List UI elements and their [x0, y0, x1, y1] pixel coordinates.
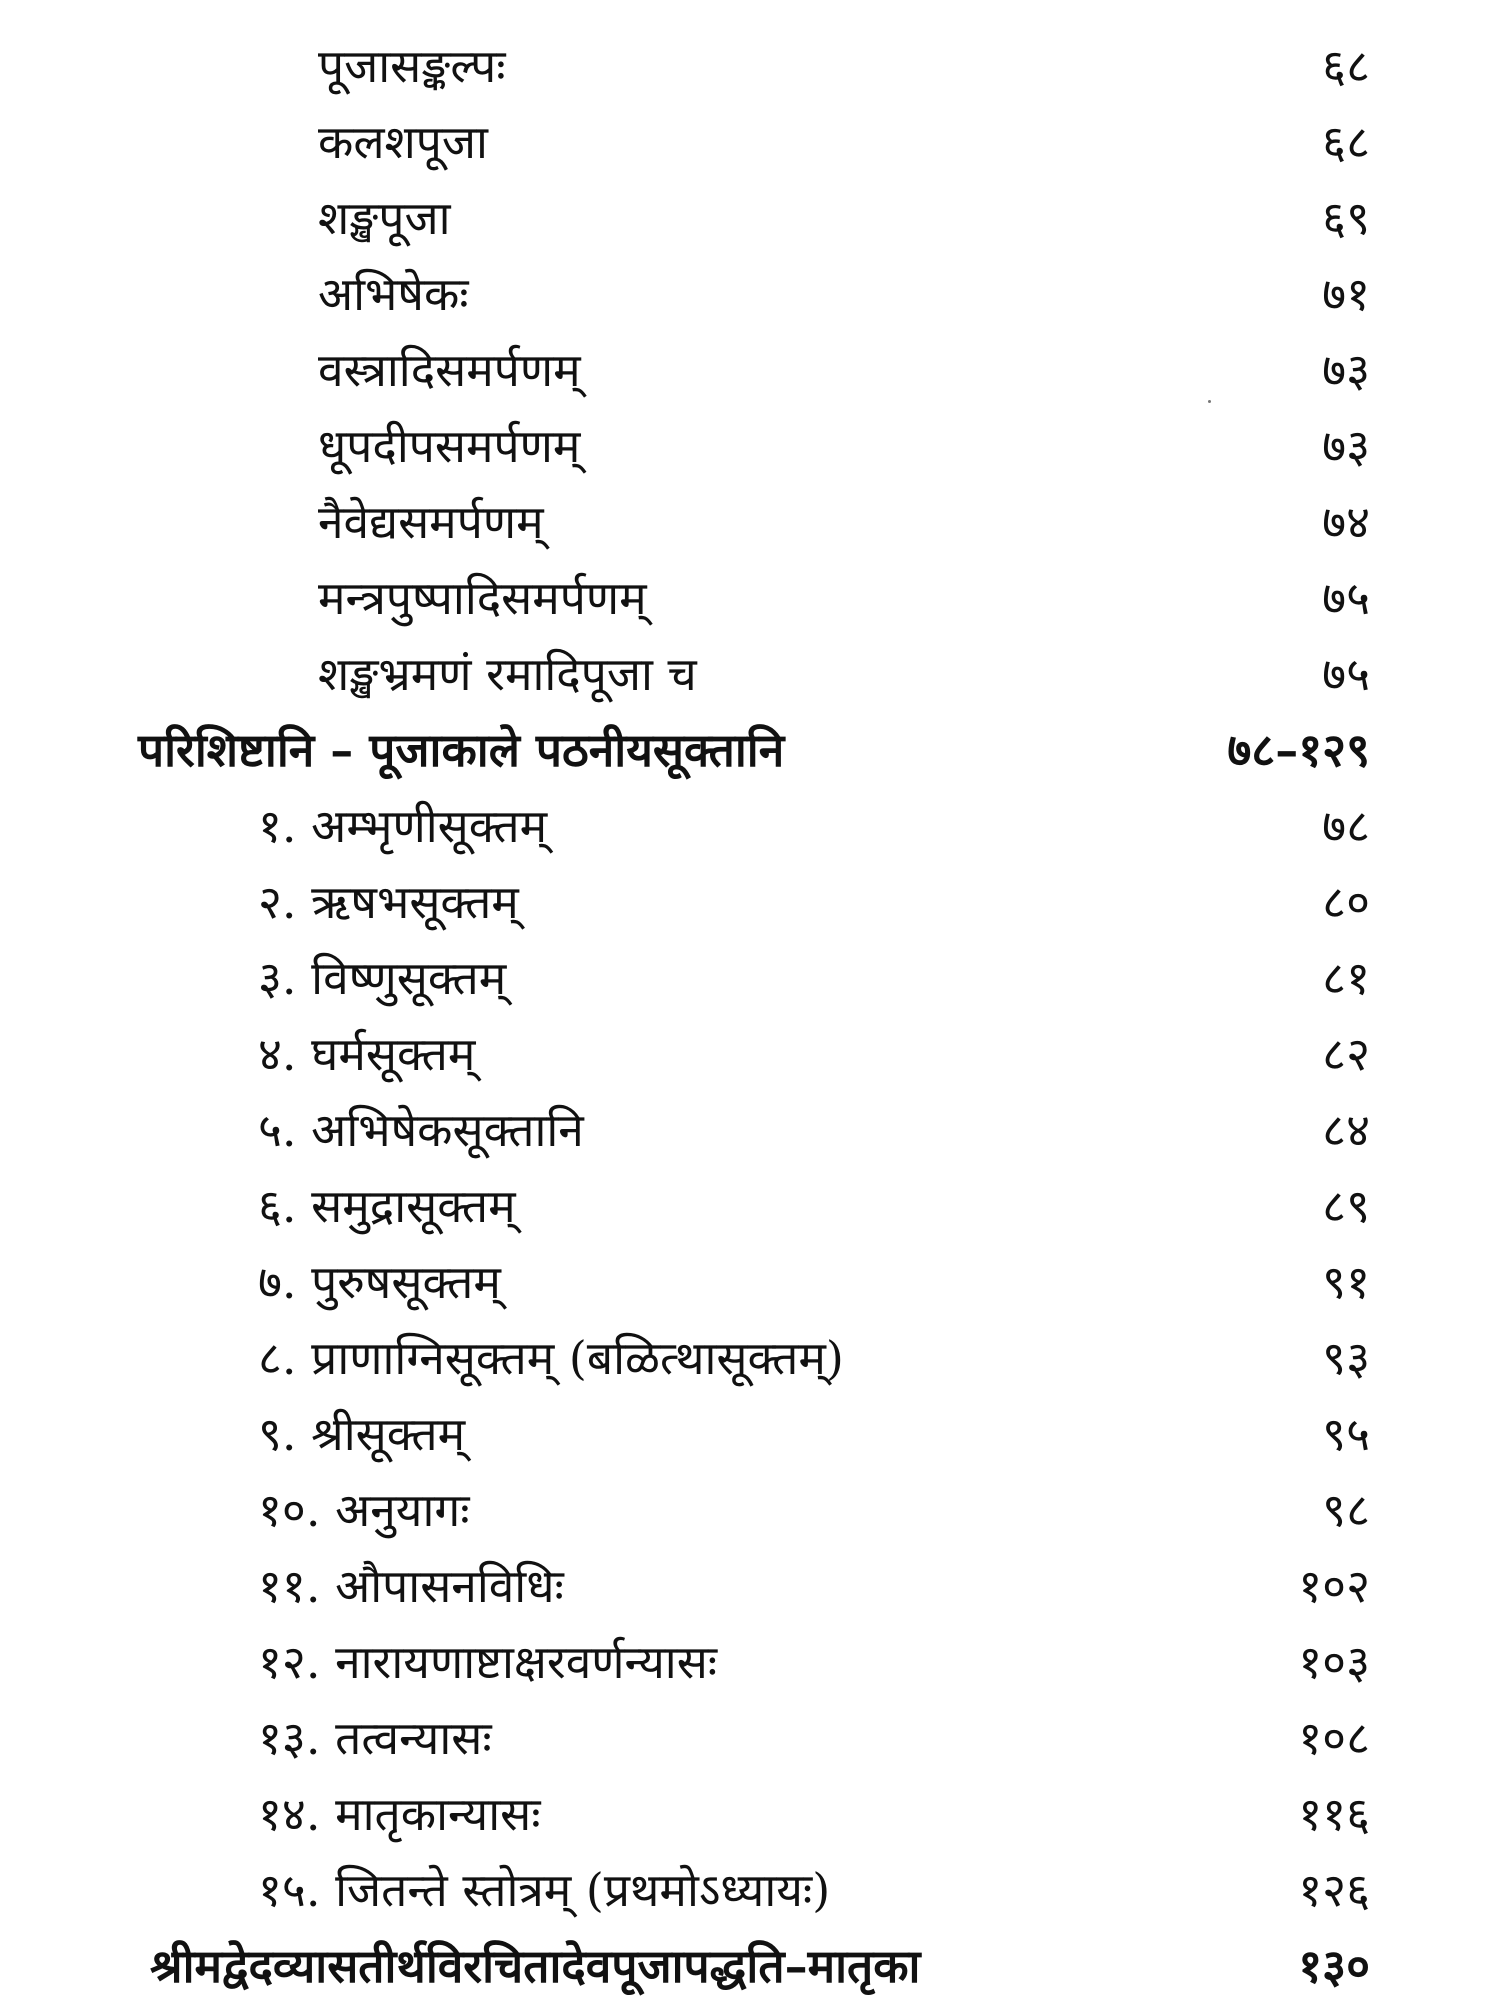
toc-entry-text: समुद्रासूक्तम् [311, 1179, 516, 1233]
toc-entry [0, 180, 1500, 256]
toc-entry-title [258, 1396, 465, 1472]
toc-entry-title [258, 864, 519, 940]
toc-entry-title: कलशपूजा [318, 115, 488, 169]
toc-entry-title: शङ्खपूजा [318, 191, 451, 245]
toc-entry-text: नारायणाष्टाक्षरवर्णन्यासः [335, 1635, 718, 1689]
toc-numbered-entry [0, 1016, 1500, 1092]
toc-entry-title: धूपदीपसमर्पणम् [318, 419, 581, 473]
toc-entry-title [258, 788, 547, 864]
toc-entry-page: १०३ [1298, 1635, 1370, 1689]
toc-entry-page: ६९ [1322, 191, 1370, 245]
toc-final-page: १३० [1298, 1939, 1370, 1993]
toc-entry-title [258, 1624, 717, 1700]
toc-numbered-entry [0, 1396, 1500, 1472]
toc-entry-text: विष्णुसूक्तम् [311, 951, 507, 1005]
toc-entry-page: ७८ [1322, 799, 1370, 853]
toc-entry-page: ९१ [1322, 1255, 1370, 1309]
toc-final-title: श्रीमद्वेदव्यासतीर्थविरचितादेवपूजापद्धति–मातृका [150, 1939, 921, 1993]
toc-entry-page: १२६ [1298, 1863, 1370, 1917]
toc-entry-title: अभिषेकः [318, 267, 469, 321]
table-of-contents [0, 28, 1500, 2004]
toc-entry-title: शङ्खभ्रमणं रमादिपूजा च [318, 647, 697, 701]
toc-entry-page: ७४ [1322, 495, 1370, 549]
toc-entry-title: पूजासङ्कल्पः [318, 39, 506, 93]
toc-entry-text: अनुयागः [335, 1483, 470, 1537]
toc-entry-title [258, 940, 506, 1016]
toc-entry-page: ११६ [1298, 1787, 1370, 1841]
toc-entry-page: ८१ [1322, 951, 1370, 1005]
toc-entry [0, 560, 1500, 636]
toc-entry-page: १०८ [1298, 1711, 1370, 1765]
toc-entry-page: १०२ [1298, 1559, 1370, 1613]
toc-entry-number: ८. [258, 1331, 297, 1385]
toc-numbered-entry [0, 1852, 1500, 1928]
toc-entry-number: ५. [258, 1103, 297, 1157]
toc-entry-page: ७३ [1322, 343, 1370, 397]
toc-entry [0, 104, 1500, 180]
toc-entry-title: वस्त्रादिसमर्पणम् [318, 343, 581, 397]
toc-entry-title [258, 1016, 475, 1092]
toc-entry [0, 332, 1500, 408]
toc-entry-text: श्रीसूक्तम् [311, 1407, 466, 1461]
toc-entry [0, 484, 1500, 560]
toc-entry-title [258, 1168, 516, 1244]
toc-entry-text: पुरुषसूक्तम् [311, 1255, 501, 1309]
toc-entry-page: ६८ [1322, 115, 1370, 169]
toc-entry-page: ७३ [1322, 419, 1370, 473]
toc-entry-page: ८९ [1322, 1179, 1370, 1233]
toc-entry-number: १५. [258, 1863, 321, 1917]
toc-entry-page: ६८ [1322, 39, 1370, 93]
toc-entry-number: १०. [258, 1483, 321, 1537]
toc-entry-text: जितन्ते स्तोत्रम् (प्रथमोऽध्यायः) [335, 1863, 831, 1917]
toc-entry-number: १. [258, 799, 297, 853]
toc-entry-number: ४. [258, 1027, 297, 1081]
toc-entry-text: ऋषभसूक्तम् [311, 875, 519, 929]
toc-section-title: परिशिष्टानि – पूजाकाले पठनीयसूक्तानि [138, 723, 785, 777]
toc-section-page-range: ७८–१२९ [1227, 723, 1370, 777]
toc-entry-title [258, 1548, 564, 1624]
toc-entry [0, 28, 1500, 104]
toc-numbered-entry [0, 1624, 1500, 1700]
toc-entry-number: ६. [258, 1179, 297, 1233]
toc-numbered-entry [0, 1320, 1500, 1396]
toc-entry-page: ८२ [1322, 1027, 1370, 1081]
toc-entry-number: ११. [258, 1559, 321, 1613]
toc-numbered-entry [0, 1244, 1500, 1320]
toc-entry-title [258, 1700, 492, 1776]
toc-numbered-entry [0, 1548, 1500, 1624]
scan-speck [1208, 400, 1211, 403]
toc-entry-page: ९५ [1322, 1407, 1370, 1461]
toc-section-heading [0, 712, 1500, 788]
toc-entry [0, 256, 1500, 332]
toc-entry-text: अम्भृणीसूक्तम् [311, 799, 548, 853]
toc-numbered-entry [0, 1472, 1500, 1548]
toc-entry-text: औपासनविधिः [335, 1559, 564, 1613]
toc-entry-page: ७५ [1322, 647, 1370, 701]
toc-entry-number: १४. [258, 1787, 321, 1841]
toc-final-entry [0, 1928, 1500, 2004]
toc-entry-number: ७. [258, 1255, 297, 1309]
toc-entry-title [258, 1776, 541, 1852]
toc-numbered-entry [0, 940, 1500, 1016]
toc-entry-title [258, 1092, 584, 1168]
toc-entry-number: १३. [258, 1711, 321, 1765]
toc-entry [0, 636, 1500, 712]
toc-entry-page: ७१ [1322, 267, 1370, 321]
toc-entry-title [258, 1244, 501, 1320]
toc-entry-title [258, 1472, 470, 1548]
toc-entry-title [258, 1852, 830, 1928]
toc-entry-title: नैवेद्यसमर्पणम् [318, 495, 544, 549]
toc-entry-page: ९८ [1322, 1483, 1370, 1537]
toc-entry-title: मन्त्रपुष्पादिसमर्पणम् [318, 571, 647, 625]
toc-numbered-entry [0, 1700, 1500, 1776]
toc-entry-text: तत्वन्यासः [335, 1711, 492, 1765]
toc-entry [0, 408, 1500, 484]
toc-entry-number: १२. [258, 1635, 321, 1689]
toc-numbered-entry [0, 1776, 1500, 1852]
toc-entry-text: घर्मसूक्तम् [311, 1027, 476, 1081]
toc-entry-title [258, 1320, 844, 1396]
toc-entry-page: ८४ [1322, 1103, 1370, 1157]
toc-entry-number: ३. [258, 951, 297, 1005]
toc-numbered-entry [0, 1168, 1500, 1244]
toc-entry-number: ९. [258, 1407, 297, 1461]
toc-numbered-entry [0, 1092, 1500, 1168]
toc-entry-text: मातृकान्यासः [335, 1787, 541, 1841]
toc-entry-page: ९३ [1322, 1331, 1370, 1385]
toc-entry-text: अभिषेकसूक्तानि [311, 1103, 584, 1157]
toc-entry-page: ८० [1322, 875, 1370, 929]
toc-entry-text: प्राणाग्निसूक्तम् (बळित्थासूक्तम्) [311, 1331, 844, 1385]
toc-numbered-entry [0, 864, 1500, 940]
toc-entry-page: ७५ [1322, 571, 1370, 625]
toc-entry-number: २. [258, 875, 297, 929]
toc-numbered-entry [0, 788, 1500, 864]
